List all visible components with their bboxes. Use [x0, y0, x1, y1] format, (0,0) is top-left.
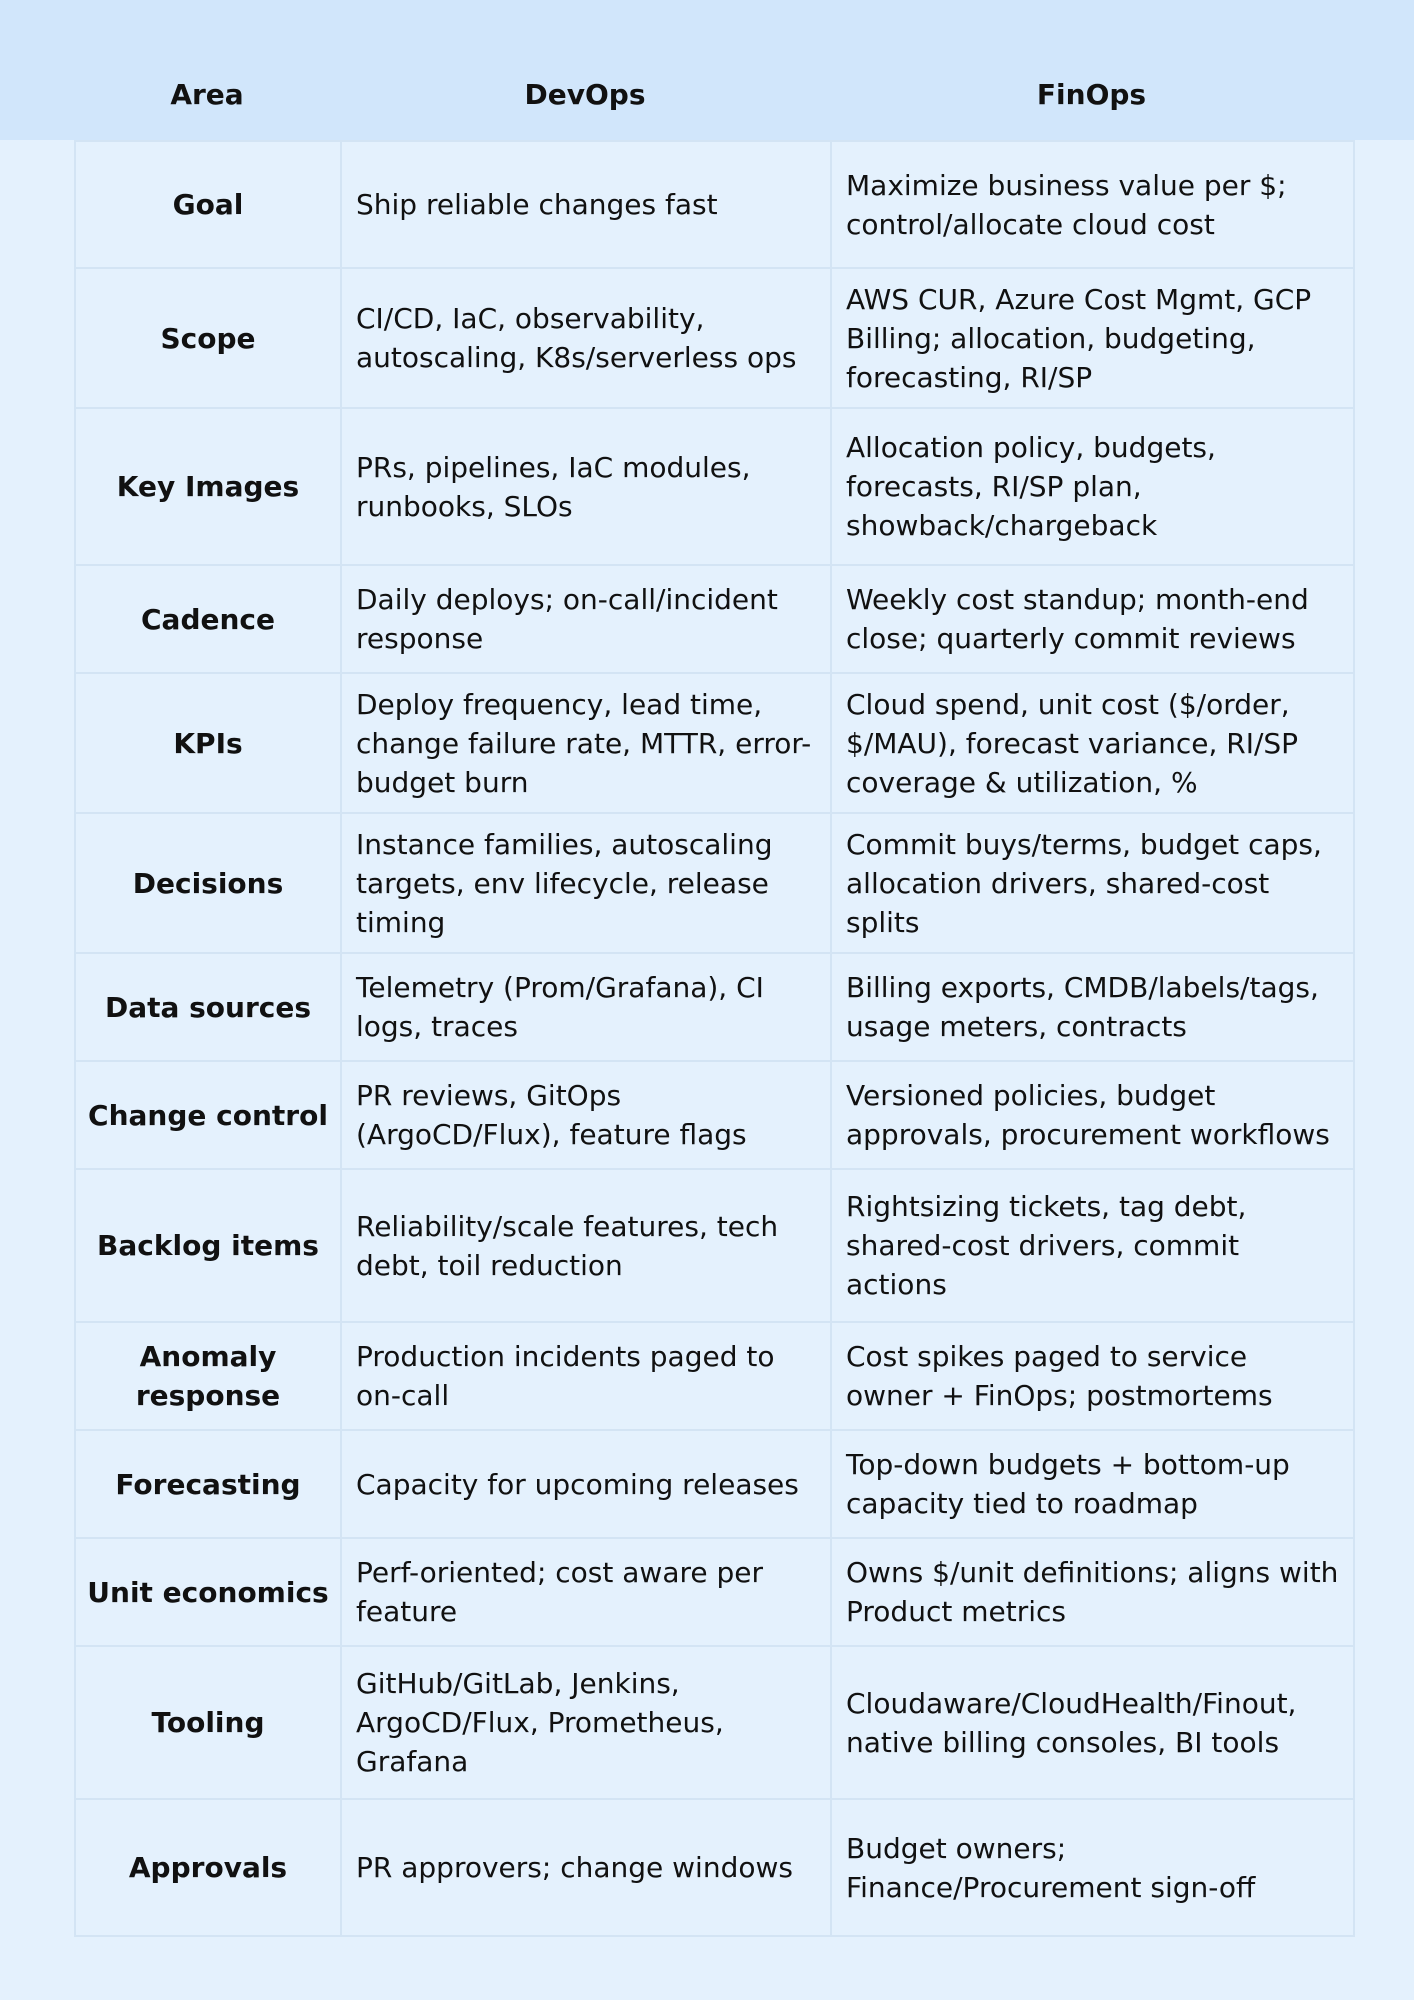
area-cell: KPIs	[75, 673, 341, 813]
area-cell: Decisions	[75, 813, 341, 953]
devops-cell: CI/CD, IaC, observability, autoscaling, K8s/serverless ops	[341, 268, 831, 408]
devops-cell: Perf-oriented; cost aware per feature	[341, 1538, 831, 1646]
devops-cell: Reliability/scale features, tech debt, toil reduction	[341, 1169, 831, 1322]
table-row	[75, 565, 1354, 673]
table-row	[75, 1430, 1354, 1538]
table-row	[75, 673, 1354, 813]
finops-cell: Owns $/unit definitions; aligns with Product metrics	[831, 1538, 1354, 1646]
finops-cell: Commit buys/terms, budget caps, allocation drivers, shared-cost splits	[831, 813, 1354, 953]
finops-cell: Allocation policy, budgets, forecasts, RI/SP plan, showback/chargeback	[831, 408, 1354, 565]
devops-cell: Production incidents paged to on-call	[341, 1322, 831, 1430]
area-cell: Anomaly response	[75, 1322, 341, 1430]
area-cell: Unit economics	[75, 1538, 341, 1646]
table-row	[75, 953, 1354, 1061]
table-row	[75, 1799, 1354, 1936]
finops-cell: Cloudaware/CloudHealth/Finout, native billing consoles, BI tools	[831, 1646, 1354, 1799]
devops-cell: Ship reliable changes fast	[341, 141, 831, 268]
table-row	[75, 268, 1354, 408]
table-row	[75, 1538, 1354, 1646]
finops-cell: Maximize business value per $; control/allocate cloud cost	[831, 141, 1354, 268]
finops-cell: Billing exports, CMDB/labels/tags, usage meters, contracts	[831, 953, 1354, 1061]
area-cell: Data sources	[75, 953, 341, 1061]
area-cell: Change control	[75, 1061, 341, 1169]
devops-cell: PR approvers; change windows	[341, 1799, 831, 1936]
devops-cell: PR reviews, GitOps (ArgoCD/Flux), feature flags	[341, 1061, 831, 1169]
table-row	[75, 408, 1354, 565]
finops-cell: Cloud spend, unit cost ($/order, $/MAU), forecast variance, RI/SP coverage & utilization, %	[831, 673, 1354, 813]
finops-cell: Rightsizing tickets, tag debt, shared-cost drivers, commit actions	[831, 1169, 1354, 1322]
table-row	[75, 813, 1354, 953]
finops-cell: Top-down budgets + bottom-up capacity tied to roadmap	[831, 1430, 1354, 1538]
devops-cell: Telemetry (Prom/Grafana), CI logs, traces	[341, 953, 831, 1061]
table-row	[75, 1061, 1354, 1169]
finops-cell: AWS CUR, Azure Cost Mgmt, GCP Billing; allocation, budgeting, forecasting, RI/SP	[831, 268, 1354, 408]
table-row	[75, 141, 1354, 268]
area-cell: Backlog items	[75, 1169, 341, 1322]
header-finops: FinOps	[1036, 77, 1147, 111]
devops-cell: Capacity for upcoming releases	[341, 1430, 831, 1538]
finops-cell: Cost spikes paged to service owner + FinOps; postmortems	[831, 1322, 1354, 1430]
table-row	[75, 1646, 1354, 1799]
area-cell: Approvals	[75, 1799, 341, 1936]
header-area: Area	[170, 77, 244, 111]
area-cell: Goal	[75, 141, 341, 268]
devops-cell: Daily deploys; on-call/incident response	[341, 565, 831, 673]
finops-cell: Weekly cost standup; month-end close; quarterly commit reviews	[831, 565, 1354, 673]
header-devops: DevOps	[524, 77, 646, 111]
devops-cell: GitHub/GitLab, Jenkins, ArgoCD/Flux, Prometheus, Grafana	[341, 1646, 831, 1799]
table-row	[75, 1322, 1354, 1430]
devops-cell: Instance families, autoscaling targets, env lifecycle, release timing	[341, 813, 831, 953]
finops-cell: Budget owners; Finance/Procurement sign-off	[831, 1799, 1354, 1936]
devops-cell: Deploy frequency, lead time, change failure rate, MTTR, error-budget burn	[341, 673, 831, 813]
area-cell: Tooling	[75, 1646, 341, 1799]
comparison-table	[74, 140, 1355, 1937]
finops-cell: Versioned policies, budget approvals, procurement workflows	[831, 1061, 1354, 1169]
area-cell: Cadence	[75, 565, 341, 673]
table-row	[75, 1169, 1354, 1322]
area-cell: Forecasting	[75, 1430, 341, 1538]
devops-cell: PRs, pipelines, IaC modules, runbooks, SLOs	[341, 408, 831, 565]
area-cell: Key Images	[75, 408, 341, 565]
area-cell: Scope	[75, 268, 341, 408]
